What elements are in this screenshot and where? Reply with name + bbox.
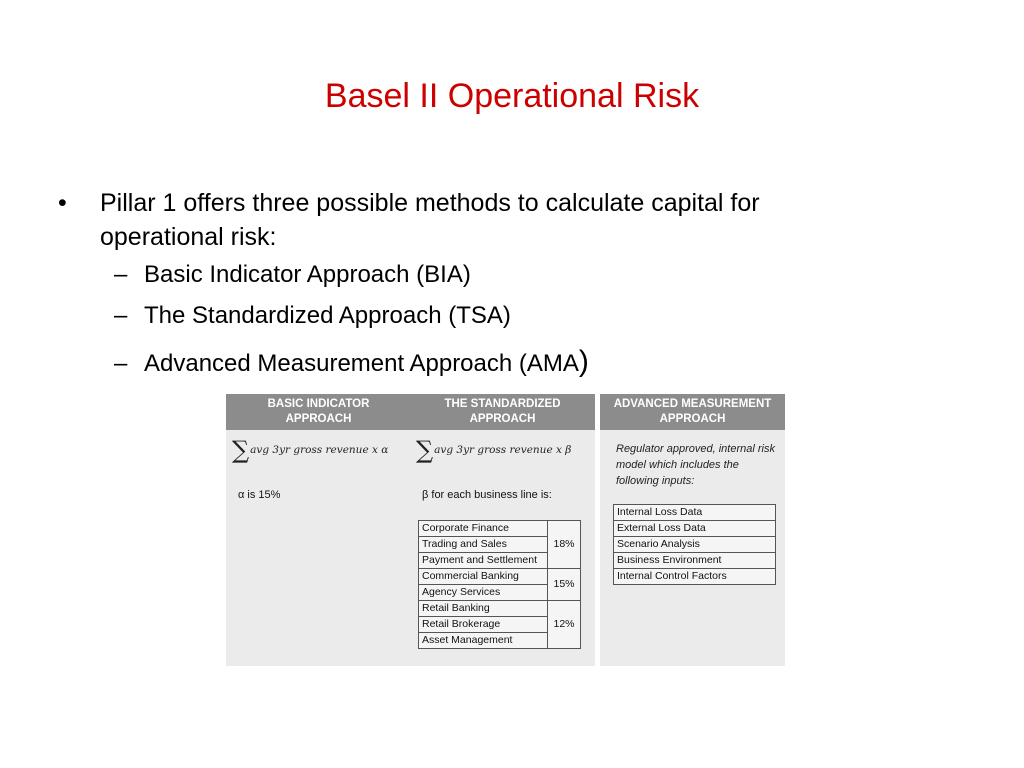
percentage-cell: 18% bbox=[548, 521, 581, 569]
business-line-cell: Asset Management bbox=[419, 633, 548, 649]
ama-input-cell: Business Environment bbox=[614, 553, 776, 569]
business-line-cell: Payment and Settlement bbox=[419, 553, 548, 569]
sub-item-tsa bbox=[114, 300, 511, 332]
header-line: APPROACH bbox=[285, 413, 352, 425]
ama-input-cell: Internal Loss Data bbox=[614, 505, 776, 521]
bia-panel-header bbox=[226, 394, 411, 430]
ama-panel-header bbox=[600, 394, 785, 430]
percentage-cell: 12% bbox=[548, 601, 581, 649]
sub-item-text: The Standardized Approach (TSA) bbox=[144, 302, 511, 329]
table-row bbox=[419, 569, 581, 585]
formula-text: avg 3yr gross revenue x β bbox=[434, 444, 572, 456]
slide-title: Basel II Operational Risk bbox=[324, 77, 700, 115]
ama-description: Regulator approved, internal risk model which includes the following inputs: bbox=[616, 443, 775, 487]
business-line-cell: Corporate Finance bbox=[419, 521, 548, 537]
sigma-symbol: ∑ bbox=[232, 436, 250, 464]
closing-paren: ) bbox=[578, 345, 589, 378]
table-row bbox=[614, 553, 776, 569]
tsa-panel-header bbox=[410, 394, 595, 430]
ama-panel bbox=[600, 394, 785, 666]
sub-item-text: Advanced Measurement Approach (AMA bbox=[144, 350, 579, 377]
business-line-cell: Agency Services bbox=[419, 585, 548, 601]
header-line: APPROACH bbox=[659, 413, 726, 425]
sigma-symbol: ∑ bbox=[416, 436, 434, 464]
ama-input-cell: Internal Control Factors bbox=[614, 569, 776, 585]
sub-item-ama bbox=[114, 346, 589, 380]
header-line: BASIC INDICATOR bbox=[267, 398, 370, 410]
business-line-cell: Retail Brokerage bbox=[419, 617, 548, 633]
ama-input-cell: External Loss Data bbox=[614, 521, 776, 537]
dash-marker: – bbox=[114, 350, 128, 377]
bia-formula bbox=[232, 436, 388, 464]
sub-item-text: Basic Indicator Approach (BIA) bbox=[144, 261, 471, 288]
ama-inputs-table bbox=[613, 504, 776, 585]
tsa-panel bbox=[410, 394, 595, 666]
header-line: APPROACH bbox=[469, 413, 536, 425]
bullet-marker: • bbox=[58, 189, 67, 217]
tsa-beta-note: β for each business line is: bbox=[422, 489, 552, 501]
business-line-cell: Retail Banking bbox=[419, 601, 548, 617]
ama-input-cell: Scenario Analysis bbox=[614, 537, 776, 553]
sub-item-bia bbox=[114, 259, 471, 291]
business-line-cell: Commercial Banking bbox=[419, 569, 548, 585]
dash-marker: – bbox=[114, 302, 128, 329]
table-row bbox=[614, 569, 776, 585]
bia-alpha-note: α is 15% bbox=[238, 489, 281, 501]
formula-text: avg 3yr gross revenue x α bbox=[250, 444, 389, 456]
table-row bbox=[419, 521, 581, 537]
bia-panel bbox=[226, 394, 411, 666]
table-row bbox=[614, 521, 776, 537]
header-line: ADVANCED MEASUREMENT bbox=[613, 398, 772, 410]
header-line: THE STANDARDIZED bbox=[444, 398, 561, 410]
dash-marker: – bbox=[114, 261, 128, 288]
table-row bbox=[419, 601, 581, 617]
table-row bbox=[614, 537, 776, 553]
business-line-cell: Trading and Sales bbox=[419, 537, 548, 553]
tsa-business-line-table bbox=[418, 520, 581, 649]
table-row bbox=[614, 505, 776, 521]
percentage-cell: 15% bbox=[548, 569, 581, 601]
bullet-text: Pillar 1 offers three possible methods to calculate capital for operational risk: bbox=[100, 189, 760, 251]
tsa-formula bbox=[416, 436, 571, 464]
